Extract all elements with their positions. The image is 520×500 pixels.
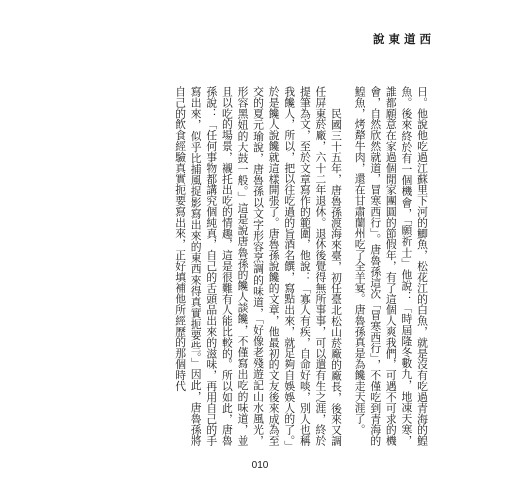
running-head: 說東道西 [373, 32, 435, 46]
body-text [90, 86, 430, 446]
paragraph-1: 日。他說他吃過江蘇里下河的鯽魚，松花江的白魚，就是沒有吃過青海的鰉魚。後來終於有一個機會，「願祈士」他說：「時屆隆冬數九，地凍天寒，誰都願意在家過個閒家團圓的節假年，有了這個人爽我們，可遇不可求的機會，自然欣然就道，冒寒西行」。唐魯孫這次「冒寒西行」，不僅吃到青海的鰉魚，烤犛牛肉，還在甘肅蘭州吃了全羊宴。唐魯孫真是為饞走天涯了。 [353, 86, 429, 446]
paragraph-2: 民國三十五年，唐魯孫渡海來臺，初任臺北松山菸廠的廠長，後來又調任屏東菸廠，六十二年退休。退休後覺得無所事事，可以遣有生之涯，終於提筆為文，至於文章寫作的範圍，他說：「寡人有疾，自命好啖，別人也稱我饞人，所以，把以往吃過的旨酒名饌，寫點出來，就足夠自娛娛人的了。」於是饞人說饞就這樣開張了。唐魯孫說饞的文章，他最初的文友後來成為至交的夏元瑜說，唐魯孫以文字形容烹調的味道，「好像老殘遊記山水風光，形容黑妞的大鼓一般。」這是說唐魯孫的饞人談饞，不僅寫出吃的味道，並且以吃的場景，襯托出吃的情趣，這是很難有人能比較的。所以如此，唐魯孫說：「任何事物都講究個純真，自己的舌頭品出來的滋味，再用自己的手寫出來，似乎比捕風捉影寫出來的東西來得真實扼要些。」因此，唐魯孫將自己的飲食經驗真實扼要寫出來，正好填補他所經歷的那個時代 [174, 86, 344, 446]
page-number: 010 [251, 460, 269, 471]
